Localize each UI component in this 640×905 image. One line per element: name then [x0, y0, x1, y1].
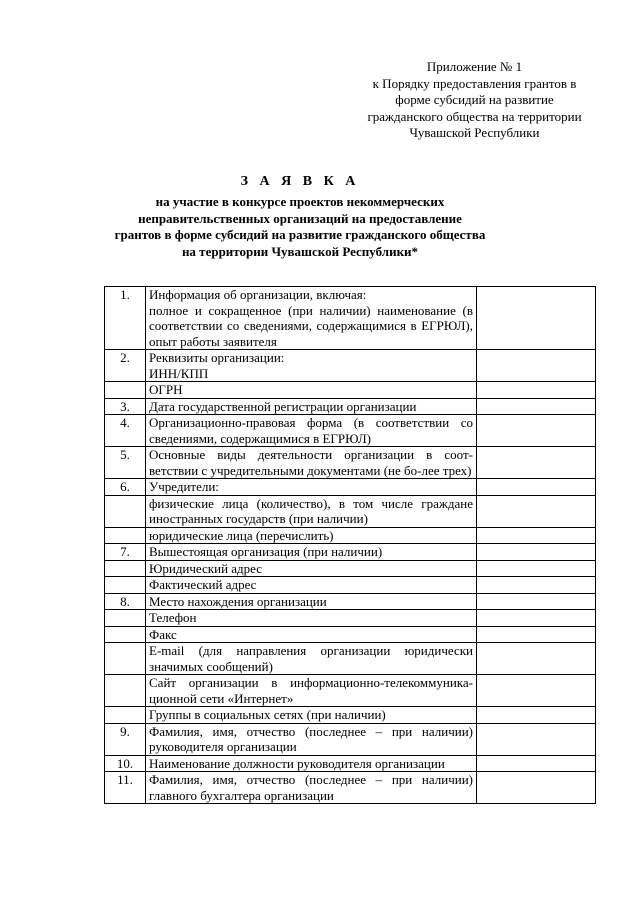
- row-label: [146, 287, 477, 350]
- row-number: 11.: [105, 772, 146, 804]
- row-number: 4.: [105, 415, 146, 447]
- row-label-text: ИНН/КПП: [149, 365, 209, 381]
- row-label-text: Юридический адрес: [149, 560, 263, 576]
- answer-cell[interactable]: [477, 560, 596, 577]
- row-label: [146, 723, 477, 755]
- row-label-text: Фамилия, имя, отчество (последнее – при наличии) главного бухгалтера организации: [149, 772, 473, 803]
- row-label: [146, 350, 477, 382]
- row-label: [146, 707, 477, 724]
- row-label-text: Факс: [149, 626, 177, 642]
- answer-cell[interactable]: [477, 479, 596, 496]
- appendix-line: Чувашской Республики: [409, 125, 540, 140]
- answer-cell[interactable]: [477, 593, 596, 610]
- row-label: [146, 772, 477, 804]
- row-label: [146, 610, 477, 627]
- application-form-table: [104, 286, 596, 804]
- row-label-text: Место нахождения организации: [149, 593, 327, 609]
- row-label-text: E-mail (для направления организации юридически значимых сообщений): [149, 643, 473, 674]
- table-row: [105, 287, 596, 350]
- appendix-line: форме субсидий на развитие: [395, 92, 554, 107]
- row-label: [146, 560, 477, 577]
- table-row: [105, 544, 596, 561]
- table-row: [105, 626, 596, 643]
- row-number: 2.: [105, 350, 146, 382]
- answer-cell[interactable]: [477, 495, 596, 527]
- row-number: [105, 577, 146, 594]
- title-sub-line: грантов в форме субсидий на развитие гражданского общества: [114, 227, 486, 242]
- table-row: [105, 610, 596, 627]
- answer-cell[interactable]: [477, 755, 596, 772]
- answer-cell[interactable]: [477, 287, 596, 350]
- row-number: 5.: [105, 447, 146, 479]
- row-label: [146, 495, 477, 527]
- row-number: [105, 707, 146, 724]
- table-row: [105, 527, 596, 544]
- answer-cell[interactable]: [477, 544, 596, 561]
- answer-cell[interactable]: [477, 415, 596, 447]
- row-label: [146, 626, 477, 643]
- row-label: [146, 447, 477, 479]
- answer-cell[interactable]: [477, 707, 596, 724]
- table-row: [105, 398, 596, 415]
- answer-cell[interactable]: [477, 675, 596, 707]
- row-label: [146, 415, 477, 447]
- row-label: [146, 479, 477, 496]
- answer-cell[interactable]: [477, 350, 596, 382]
- table-row: [105, 723, 596, 755]
- row-label-text: Фамилия, имя, отчество (последнее – при наличии) руководителя организации: [149, 723, 473, 754]
- row-number: 7.: [105, 544, 146, 561]
- row-label: [146, 398, 477, 415]
- appendix-header: [352, 59, 597, 142]
- table-row: [105, 382, 596, 399]
- table-row: [105, 479, 596, 496]
- row-label-text: Наименование должности руководителя организации: [149, 755, 445, 771]
- row-label-text: ОГРН: [149, 382, 183, 397]
- row-label-text: Сайт организации в информационно-телекоммуника-ционной сети «Интернет»: [149, 675, 473, 706]
- row-label-text: Организационно-правовая форма (в соответствии со сведениями, содержащимися в ЕГРЮЛ): [149, 415, 473, 446]
- table-row: [105, 755, 596, 772]
- row-label-text: юридические лица (перечислить): [149, 527, 334, 543]
- answer-cell[interactable]: [477, 447, 596, 479]
- row-number: 6.: [105, 479, 146, 496]
- row-number: 8.: [105, 593, 146, 610]
- row-number: [105, 675, 146, 707]
- answer-cell[interactable]: [477, 772, 596, 804]
- row-label: [146, 527, 477, 544]
- row-label: [146, 382, 477, 399]
- row-label-text: Дата государственной регистрации организации: [149, 398, 417, 414]
- table-row: [105, 415, 596, 447]
- row-label-text: полное и сокращенное (при наличии) наименование (в соответствии со сведениями, содержащимися в ЕГРЮЛ), опыт работы заявителя: [149, 302, 473, 349]
- title-sub-line: неправительственных организаций на предоставление: [138, 210, 462, 226]
- title-main: З А Я В К А: [240, 174, 360, 189]
- appendix-line: гражданского общества на территории: [367, 108, 582, 124]
- row-number: [105, 626, 146, 643]
- row-number: 9.: [105, 723, 146, 755]
- row-label: [146, 593, 477, 610]
- table-row: [105, 772, 596, 804]
- row-label-text: Группы в социальных сетях (при наличии): [149, 707, 386, 722]
- answer-cell[interactable]: [477, 382, 596, 399]
- row-number: [105, 643, 146, 675]
- answer-cell[interactable]: [477, 577, 596, 594]
- answer-cell[interactable]: [477, 527, 596, 544]
- row-number: [105, 382, 146, 399]
- answer-cell[interactable]: [477, 723, 596, 755]
- table-row: [105, 577, 596, 594]
- row-label: [146, 675, 477, 707]
- title-subtitle: [110, 194, 490, 260]
- row-label: [146, 544, 477, 561]
- row-number: [105, 527, 146, 544]
- table-row: [105, 350, 596, 382]
- document-title: [110, 172, 490, 260]
- row-label-text: Учредители:: [149, 479, 219, 494]
- answer-cell[interactable]: [477, 626, 596, 643]
- table-row: [105, 560, 596, 577]
- table-row: [105, 447, 596, 479]
- row-label-text: Вышестоящая организация (при наличии): [149, 544, 383, 559]
- table-row: [105, 643, 596, 675]
- row-number: 3.: [105, 398, 146, 415]
- row-label: [146, 577, 477, 594]
- row-label: [146, 643, 477, 675]
- appendix-line: к Порядку предоставления грантов в: [372, 75, 577, 91]
- table-row: [105, 675, 596, 707]
- row-label-text: Основные виды деятельности организации в соот-ветствии с учредительными документами (не бо-лее трех): [149, 447, 473, 478]
- title-sub-line: на участие в конкурсе проектов некоммерческих: [155, 194, 445, 209]
- row-label: [146, 755, 477, 772]
- row-number: 1.: [105, 287, 146, 350]
- answer-cell[interactable]: [477, 610, 596, 627]
- row-number: [105, 610, 146, 627]
- answer-cell[interactable]: [477, 398, 596, 415]
- row-number: 10.: [105, 755, 146, 772]
- answer-cell[interactable]: [477, 643, 596, 675]
- appendix-line: Приложение № 1: [426, 59, 523, 74]
- title-sub-line: на территории Чувашской Республики*: [181, 243, 419, 259]
- row-label-text: физические лица (количество), в том числе граждане иностранных государств (при наличии): [149, 495, 473, 526]
- row-label-text: Реквизиты организации:: [149, 350, 285, 365]
- row-label-text: Телефон: [149, 610, 197, 625]
- table-row: [105, 707, 596, 724]
- table-row: [105, 495, 596, 527]
- row-label-text: Информация об организации, включая:: [149, 287, 367, 302]
- row-number: [105, 560, 146, 577]
- row-number: [105, 495, 146, 527]
- table-row: [105, 593, 596, 610]
- row-label-text: Фактический адрес: [149, 577, 257, 592]
